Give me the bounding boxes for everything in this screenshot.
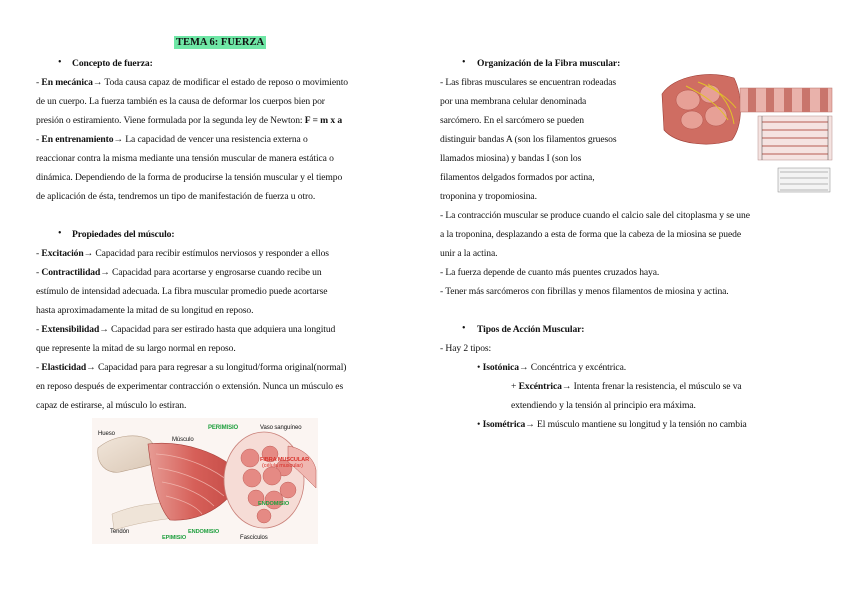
organizacion-line-9: a la troponina, desplazando a esta de forma que la cabeza de la miosina se puede [440, 229, 741, 240]
organizacion-line-4: distinguir bandas A (son los filamentos gruesos [440, 134, 617, 145]
mecanica-line-1: - En mecánica→ Toda causa capaz de modificar el estado de reposo o movimiento [36, 77, 348, 88]
elasticidad-line-3: capaz de estirarse, al músculo lo estiran. [36, 400, 187, 411]
bullet-icon: • [462, 57, 466, 68]
extensibilidad-line-1: - Extensibilidad→ Capacidad para ser estirado hasta que adquiera una longitud [36, 324, 336, 335]
label-fasciculos: Fascículos [240, 535, 268, 541]
entrenamiento-line-3: dinámica. Dependiendo de la forma de producirse la tensión muscular y el tiempo [36, 172, 343, 183]
label-endomisio: ENDOMISIO [258, 501, 290, 507]
excitacion-line: - Excitación→ Capacidad para recibir estímulos nerviosos y responder a ellos [36, 248, 329, 259]
isometrica-line: • Isométrica→ El músculo mantiene su longitud y la tensión no cambia [477, 419, 747, 430]
elasticidad-line-1: - Elasticidad→ Capacidad para para regresar a su longitud/forma original(normal) [36, 362, 347, 373]
contractilidad-line-1: - Contractilidad→ Capacidad para acortarse y engrosarse cuando recibe un [36, 267, 322, 278]
organizacion-line-3: sarcómero. En el sarcómero se pueden [440, 115, 584, 126]
label-tendon: Tendón [110, 529, 130, 535]
organizacion-line-8: - La contracción muscular se produce cuando el calcio sale del citoplasma y se une [440, 210, 750, 221]
organizacion-line-2: por una membrana celular denominada [440, 96, 587, 107]
bullet-icon: • [58, 57, 62, 68]
label-musculo: Músculo [172, 437, 194, 443]
sarcomere-figure [658, 64, 836, 198]
mecanica-line-2: de un cuerpo. La fuerza también es la causa de deformar los cuerpos bien por [36, 96, 325, 107]
label-hueso: Hueso [98, 431, 115, 437]
extensibilidad-line-2: que represente la mitad de su largo normal en reposo. [36, 343, 236, 354]
label-epimisio: EPIMISIO [162, 535, 187, 541]
excentrica-line-2: extendiendo y la tensión al principio era máxima. [511, 400, 696, 411]
contractilidad-line-3: hasta aproximadamente la mitad de su longitud en reposo. [36, 305, 254, 316]
label-endomisio-2: ENDOMISIO [188, 529, 220, 535]
entrenamiento-line-4: de aplicación de ésta, tendremos un tipo de manifestación de fuerza u otro. [36, 191, 316, 202]
organizacion-line-10: unir a la actina. [440, 248, 498, 259]
label-vaso: Vaso sanguíneo [260, 425, 302, 431]
entrenamiento-line-1: - En entrenamiento→ La capacidad de vencer una resistencia externa o [36, 134, 308, 145]
organizacion-line-6: filamentos delgados formados por actina, [440, 172, 595, 183]
tipos-heading: Tipos de Acción Muscular: [477, 324, 585, 335]
muscle-anatomy-figure [92, 418, 318, 544]
elasticidad-line-2: en reposo después de experimentar contracción o extensión. Nunca un músculo es [36, 381, 344, 392]
mecanica-line-3: presión o estiramiento. Viene formulada por la segunda ley de Newton: F = m x a [36, 115, 343, 126]
excentrica-line-1: + Excéntrica→ Intenta frenar la resistencia, el músculo se va [511, 381, 742, 392]
concepto-heading: Concepto de fuerza: [72, 58, 153, 69]
organizacion-heading: Organización de la Fibra muscular: [477, 58, 621, 69]
label-perimisio: PERIMISIO [208, 425, 239, 431]
organizacion-line-7: troponina y tropomiosina. [440, 191, 537, 202]
organizacion-line-12: - Tener más sarcómeros con fibrillas y menos filamentos de miosina y actina. [440, 286, 729, 297]
organizacion-line-1: - Las fibras musculares se encuentran rodeadas [440, 77, 617, 88]
bullet-icon: • [58, 228, 62, 239]
entrenamiento-line-2: reaccionar contra la misma mediante una tensión muscular de manera estática o [36, 153, 334, 164]
label-fibra-1: FIBRA MUSCULAR [260, 457, 310, 463]
organizacion-line-11: - La fuerza depende de cuanto más puentes cruzados haya. [440, 267, 660, 278]
page-title: TEMA 6: FUERZA [176, 37, 265, 48]
tipos-intro: - Hay 2 tipos: [440, 343, 492, 354]
isotonica-line: • Isotónica→ Concéntrica y excéntrica. [477, 362, 627, 373]
bullet-icon: • [462, 323, 466, 334]
contractilidad-line-2: estímulo de intensidad adecuada. La fibra muscular promedio puede acortarse [36, 286, 328, 297]
organizacion-line-5: llamados miosina) y bandas I (son los [440, 153, 582, 164]
label-fibra-2: (célula muscular) [262, 463, 303, 469]
propiedades-heading: Propiedades del músculo: [72, 229, 175, 240]
